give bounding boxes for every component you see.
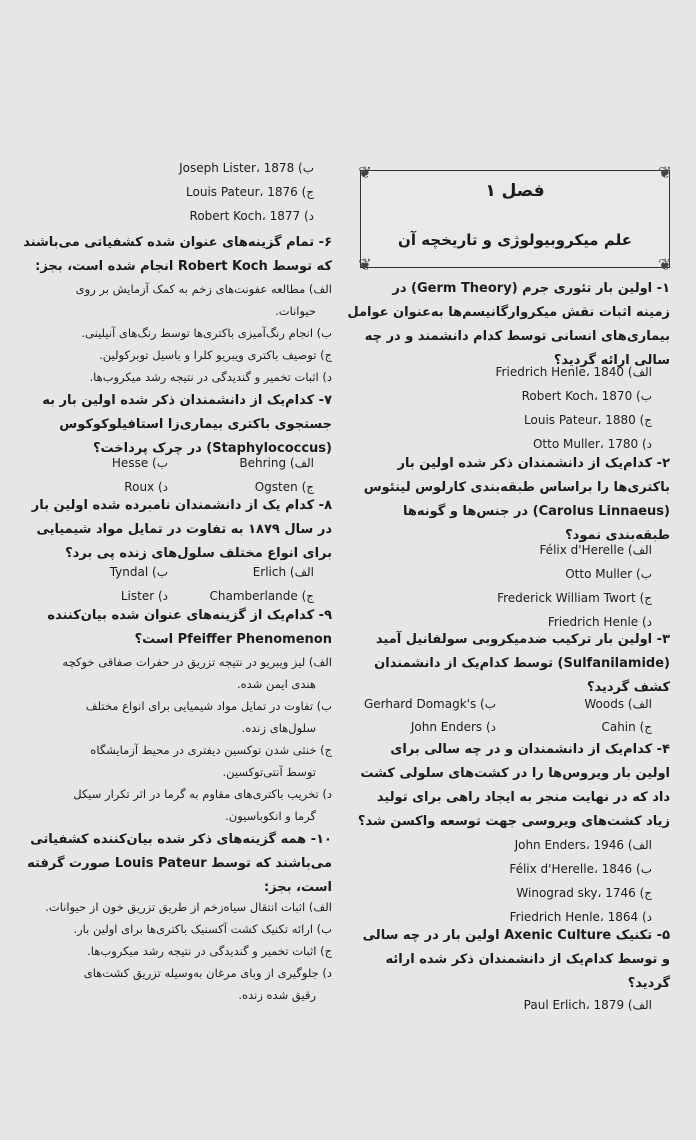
question-2-option-d: د) Friedrich Henle [547,615,652,629]
question-2-option-c: ج) Frederick William Twort [497,591,652,605]
question-7-line: جستجوی باکتری بیماری‌زا استافیلوکوکوس [59,417,332,432]
question-2-option-b: ب) Otto Muller [565,567,652,581]
question-9-line: Pfeiffer Phenomenon است؟ [134,632,332,647]
chapter-subtitle: علم میکروبیولوژی و تاریخچه آن [398,231,632,249]
question-2-line: طبقه‌بندی نمود؟ [565,528,670,543]
question-2-option-a: الف) Félix d'Herelle [539,543,652,557]
corner-ornament-icon: ❦ [658,163,672,182]
question-10-line: می‌باشند که توسط Louis Pateur صورت گرفته [27,856,332,871]
question-2-line: (Carolus Linnaeus) در جنس‌ها و گونه‌ها [402,504,670,519]
question-3-option-c: ج) Cahin [601,720,652,734]
corner-ornament-icon: ❦ [358,255,372,274]
question-4-line: اولین بار ویروس‌ها را در کشت‌های سلولی کشت [360,766,670,781]
question-8-option-d: د) Lister [120,589,168,603]
question-8-option-b: ب) Tyndal [109,565,168,579]
question-7-option-a: الف) Behring [239,456,314,470]
question-5-option-d: د) Robert Koch، 1877 [189,209,314,223]
question-9-option-b-cont: سلول‌های زنده. [241,721,316,735]
question-3-option-b: ب) Gerhard Domagk's [363,697,496,711]
question-9-option-a: الف) لیز ویبریو در نتیجه تزریق در حفرات صفاقی خوکچه [62,655,332,669]
question-3-line: کشف گردید؟ [586,680,670,695]
question-6-option-c: ج) توصیف باکتری ویبریو کلرا و باسیل توبرکولین. [99,348,332,362]
question-4-line: داد که در نهایت منجر به ایجاد راهی برای تولید [376,790,670,805]
question-3-line: ۳- اولین بار ترکیب ضدمیکروبی سولفانیل آمید [375,632,670,647]
question-1-option-b: ب) Robert Koch، 1870 [521,389,652,403]
question-1-option-d: د) Otto Muller، 1780 [532,437,652,451]
question-4-option-d: د) Friedrich Henle، 1864 [509,910,652,924]
question-5-line: و توسط کدام‌یک از دانشمندان ذکر شده ارائه [385,952,670,967]
question-1-line: بیماری‌های انسانی توسط کدام دانشمند و در چه [364,329,670,344]
question-4-line: زیاد کشت‌های ویروسی جهت توسعه واکسن شد؟ [357,814,670,829]
question-7-option-c: ج) Ogsten [254,480,314,494]
chapter-title-box [358,163,672,274]
question-9-option-d-cont: گرما و انکوباسیون. [225,809,316,823]
question-4-option-b: ب) Félix d'Herelle، 1846 [509,862,652,876]
question-1-line: سالی ارائه گردید؟ [553,353,670,368]
question-6-option-a: الف) مطالعه عفونت‌های زخم به کمک آزمایش بر روی [75,282,332,296]
question-10-line: است، بجز: [263,880,332,895]
question-4-option-c: ج) Winograd sky، 1746 [516,886,652,900]
question-1-line: ۱- اولین بار تئوری جرم (Germ Theory) در [392,281,670,296]
question-1-option-c: ج) Louis Pateur، 1880 [524,413,652,427]
question-8-line: ۸- کدام یک از دانشمندان نامبرده شده اولین بار [31,498,332,513]
question-7-option-d: د) Roux [124,480,168,494]
question-9-option-c: ج) خنثی شدن توکسین دیفتری در محیط آزمایشگاه [90,743,332,757]
question-6-option-a-cont: حیوانات. [275,304,316,318]
question-8-option-a: الف) Erlich [252,565,314,579]
question-7-line: (Staphylococcus) در چرک پرداخت؟ [93,441,332,456]
question-8-line: در سال ۱۸۷۹ به تفاوت در تمایل مواد شیمیایی [36,522,332,537]
question-6-option-d: د) اثبات تخمیر و گندیدگی در نتیجه رشد میکروب‌ها. [89,370,332,384]
question-1-option-a: الف) Friedrich Henle، 1840 [495,365,652,379]
question-3-option-d: د) John Enders [410,720,496,734]
question-5-option-b: ب) Joseph Lister، 1878 [179,161,314,175]
question-10-option-d-cont: رقیق شده زنده. [238,988,316,1002]
question-4-option-a: الف) John Enders، 1946 [514,838,652,852]
question-7-line: ۷- کدام‌یک از دانشمندان ذکر شده اولین بار به [42,393,332,408]
chapter-number: فصل ۱ [485,181,545,201]
question-5-option-c: ج) Louis Pateur، 1876 [186,185,314,199]
question-8-line: برای انواع مختلف سلول‌های زنده پی برد؟ [65,546,332,561]
question-3-option-a: الف) Woods [584,697,652,711]
question-5-option-a: الف) Paul Erlich، 1879 [523,998,652,1012]
question-10-option-c: ج) اثبات تخمیر و گندیدگی در نتیجه رشد میکروب‌ها. [87,944,332,958]
question-4-line: ۴- کدام‌یک از دانشمندان و در چه سالی برای [390,742,670,757]
question-6-line: که توسط Robert Koch انجام شده است، بجز: [35,259,332,274]
question-10-line: ۱۰- همه گزینه‌های ذکر شده بیان‌کننده کشفیاتی [30,832,332,847]
question-7-option-b: ب) Hesse [111,456,168,470]
question-5-line: ۵- تکنیک Axenic Culture اولین بار در چه سالی [362,928,670,943]
question-9-option-a-cont: هندی ایمن شده. [236,677,316,691]
question-10-option-a: الف) اثبات انتقال سیاه‌زخم از طریق تزریق خون از حیوانات. [45,900,332,914]
question-9-line: ۹- کدام‌یک از گزینه‌های عنوان شده بیان‌کننده [47,608,332,623]
question-9-option-b: ب) تفاوت در تمایل مواد شیمیایی برای انواع مختلف [85,699,332,713]
question-6-option-b: ب) انجام رنگ‌آمیزی باکتری‌ها توسط رنگ‌های آنیلینی. [81,326,332,340]
question-2-line: باکتری‌ها را براساس طبقه‌بندی کارلوس لینئوس [363,480,670,495]
question-9-option-d: د) تخریب باکتری‌های مقاوم به گرما در اثر تکرار سیکل [73,787,332,801]
question-3-line: (Sulfanilamide) توسط کدام‌یک از دانشمندان [374,656,670,671]
question-1-line: زمینه اثبات نقش میکروارگانیسم‌ها به‌عنوان عوامل [347,305,670,320]
question-8-option-c: ج) Chamberlande [209,589,314,603]
question-6-line: ۶- تمام گزینه‌های عنوان شده کشفیاتی می‌باشند [23,235,332,250]
corner-ornament-icon: ❦ [358,163,372,182]
question-10-option-b: ب) ارائه تکنیک کشت آکسنیک باکتری‌ها برای اولین بار. [73,922,332,936]
question-9-option-c-cont: توسط آنتی‌توکسین. [222,765,316,779]
corner-ornament-icon: ❦ [658,255,672,274]
question-2-line: ۲- کدام‌یک از دانشمندان ذکر شده اولین بار [397,456,670,471]
question-10-option-d: د) جلوگیری از وبای مرغان به‌وسیله تزریق کشت‌های [83,966,332,980]
question-5-line: گردید؟ [627,976,670,991]
